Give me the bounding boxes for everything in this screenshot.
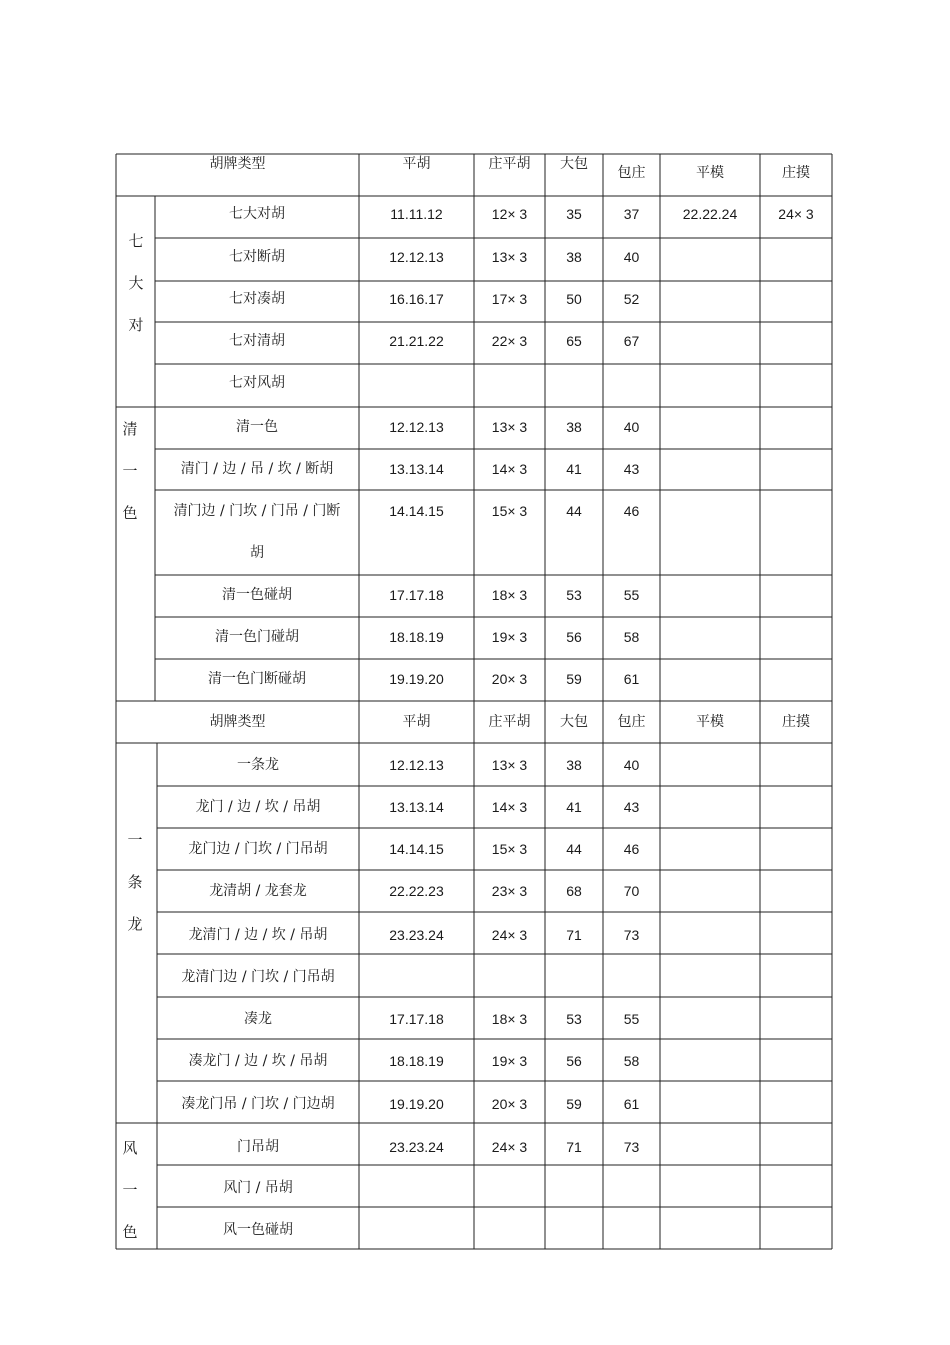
hu-type-name: 龙门 / 边 / 坎 / 吊胡	[195, 799, 321, 815]
cell-dabao: 56	[566, 629, 582, 645]
cell-pingmo: 22.22.24	[682, 206, 738, 222]
group-char: 龙	[127, 915, 143, 933]
cell-baozhuang: 37	[623, 206, 640, 222]
cell-pinghu: 12.12.13	[389, 249, 444, 265]
cell-zhuangpinghu: 13× 3	[491, 249, 528, 265]
cell-zhuangpinghu: 22× 3	[491, 333, 528, 349]
cell-pinghu: 12.12.13	[389, 757, 444, 773]
cell-pinghu: 18.18.19	[389, 1053, 444, 1069]
cell-baozhuang: 70	[623, 883, 640, 899]
hu-type-name: 凑龙门 / 边 / 坎 / 吊胡	[188, 1053, 328, 1069]
cell-pinghu: 13.13.14	[389, 461, 444, 477]
cell-dabao: 59	[566, 671, 582, 687]
hu-type-name: 门吊胡	[237, 1139, 279, 1155]
cell-pinghu: 12.12.13	[389, 419, 444, 435]
hu-type-name: 清门 / 边 / 吊 / 坎 / 断胡	[180, 461, 334, 477]
group-char: 条	[127, 873, 143, 891]
cell-dabao: 68	[566, 883, 582, 899]
cell-pinghu: 17.17.18	[389, 587, 444, 603]
cell-baozhuang: 52	[623, 291, 640, 307]
group-char: 一	[127, 831, 143, 849]
hu-type-name: 龙门边 / 门坎 / 门吊胡	[188, 841, 328, 857]
cell-dabao: 53	[566, 1011, 582, 1027]
hu-type-name: 七对断胡	[229, 249, 285, 265]
cell-baozhuang: 55	[623, 587, 640, 603]
header-dabao: 大包	[560, 156, 588, 172]
cell-baozhuang: 61	[623, 671, 640, 687]
cell-zhuangpinghu: 24× 3	[491, 1139, 528, 1155]
hu-type-name: 七对清胡	[229, 333, 285, 349]
cell-baozhuang: 58	[623, 629, 640, 645]
cell-pinghu: 11.11.12	[390, 206, 443, 222]
hu-type-name: 龙清胡 / 龙套龙	[209, 883, 307, 899]
header-zhuangpinghu: 庄平胡	[488, 714, 531, 730]
header-zhuangmo: 庄摸	[782, 165, 810, 181]
cell-zhuangpinghu: 18× 3	[491, 1011, 528, 1027]
group-char: 一	[122, 1181, 138, 1199]
hu-type-name: 七大对胡	[229, 206, 285, 222]
cell-baozhuang: 46	[623, 503, 640, 519]
header-zhuangpinghu: 庄平胡	[488, 156, 531, 172]
hu-type-name: 风一色碰胡	[223, 1222, 293, 1238]
cell-zhuangpinghu: 18× 3	[491, 587, 528, 603]
group-char: 风	[122, 1139, 138, 1157]
cell-dabao: 71	[566, 1139, 582, 1155]
header-pingmo: 平模	[696, 714, 724, 730]
cell-pinghu: 18.18.19	[389, 629, 444, 645]
hu-type-name: 凑龙门吊 / 门坎 / 门边胡	[181, 1096, 335, 1112]
cell-dabao: 65	[566, 333, 582, 349]
cell-dabao: 50	[566, 291, 582, 307]
header-pinghu: 平胡	[402, 714, 431, 730]
cell-pinghu: 14.14.15	[389, 841, 444, 857]
group-char: 色	[122, 504, 138, 522]
header-pinghu: 平胡	[402, 156, 431, 172]
cell-baozhuang: 43	[623, 799, 640, 815]
cell-zhuangpinghu: 20× 3	[491, 671, 528, 687]
cell-zhuangmo: 24× 3	[778, 206, 814, 222]
hu-type-name: 风门 / 吊胡	[223, 1180, 293, 1196]
hu-type-name: 龙清门 / 边 / 坎 / 吊胡	[188, 927, 328, 943]
cell-zhuangpinghu: 14× 3	[491, 461, 528, 477]
group-char: 一	[122, 462, 138, 480]
header-dabao: 大包	[560, 714, 588, 730]
cell-baozhuang: 43	[623, 461, 640, 477]
hu-type-name: 清一色碰胡	[222, 587, 292, 603]
hu-type-name: 七对凑胡	[229, 291, 285, 307]
group-char: 对	[128, 316, 144, 334]
cell-pinghu: 13.13.14	[389, 799, 444, 815]
header-baozhuang: 包庄	[617, 714, 646, 730]
header-zhuangmo: 庄摸	[782, 714, 810, 730]
cell-pinghu: 19.19.20	[389, 1096, 444, 1112]
hu-type-name: 清一色	[236, 419, 278, 435]
cell-zhuangpinghu: 14× 3	[491, 799, 528, 815]
cell-dabao: 35	[566, 206, 582, 222]
header-type: 胡牌类型	[209, 714, 266, 730]
cell-baozhuang: 46	[623, 841, 640, 857]
cell-pinghu: 21.21.22	[389, 333, 444, 349]
cell-pinghu: 19.19.20	[389, 671, 444, 687]
cell-zhuangpinghu: 13× 3	[491, 419, 528, 435]
cell-pinghu: 14.14.15	[389, 503, 444, 519]
hu-type-name-continued: 胡	[250, 545, 264, 561]
hu-type-name: 凑龙	[244, 1011, 272, 1027]
cell-pinghu: 17.17.18	[389, 1011, 444, 1027]
hu-type-name: 一条龙	[237, 757, 279, 773]
cell-dabao: 71	[566, 927, 582, 943]
hu-type-name: 清一色门碰胡	[215, 629, 299, 645]
cell-zhuangpinghu: 15× 3	[491, 841, 528, 857]
cell-dabao: 44	[566, 841, 582, 857]
cell-dabao: 41	[566, 799, 582, 815]
cell-pinghu: 23.23.24	[389, 927, 444, 943]
cell-dabao: 53	[566, 587, 582, 603]
cell-zhuangpinghu: 12× 3	[491, 206, 528, 222]
cell-dabao: 38	[566, 757, 582, 773]
group-char: 色	[122, 1223, 138, 1241]
group-char: 七	[128, 232, 144, 250]
cell-baozhuang: 61	[623, 1096, 640, 1112]
cell-zhuangpinghu: 17× 3	[491, 291, 528, 307]
cell-baozhuang: 55	[623, 1011, 640, 1027]
cell-dabao: 38	[566, 419, 582, 435]
cell-zhuangpinghu: 19× 3	[491, 629, 528, 645]
group-char: 清	[122, 420, 138, 438]
header-type: 胡牌类型	[209, 156, 266, 172]
cell-baozhuang: 40	[623, 757, 640, 773]
hu-type-name: 清门边 / 门坎 / 门吊 / 门断	[173, 503, 341, 519]
cell-baozhuang: 58	[623, 1053, 640, 1069]
cell-baozhuang: 40	[623, 419, 640, 435]
cell-pinghu: 23.23.24	[389, 1139, 444, 1155]
cell-baozhuang: 40	[623, 249, 640, 265]
cell-pinghu: 22.22.23	[389, 883, 444, 899]
header-pingmo: 平模	[696, 165, 724, 181]
cell-baozhuang: 73	[623, 1139, 640, 1155]
cell-dabao: 38	[566, 249, 582, 265]
cell-zhuangpinghu: 19× 3	[491, 1053, 528, 1069]
hu-type-name: 七对风胡	[229, 375, 285, 391]
cell-zhuangpinghu: 13× 3	[491, 757, 528, 773]
cell-zhuangpinghu: 15× 3	[491, 503, 528, 519]
cell-zhuangpinghu: 24× 3	[491, 927, 528, 943]
cell-pinghu: 16.16.17	[389, 291, 444, 307]
header-baozhuang: 包庄	[617, 165, 646, 181]
cell-dabao: 56	[566, 1053, 582, 1069]
cell-baozhuang: 67	[623, 333, 640, 349]
cell-dabao: 44	[566, 503, 582, 519]
cell-zhuangpinghu: 23× 3	[491, 883, 528, 899]
group-char: 大	[128, 274, 144, 292]
hu-type-name: 龙清门边 / 门坎 / 门吊胡	[181, 969, 335, 985]
hu-type-name: 清一色门断碰胡	[208, 671, 306, 687]
cell-zhuangpinghu: 20× 3	[491, 1096, 528, 1112]
cell-dabao: 41	[566, 461, 582, 477]
cell-dabao: 59	[566, 1096, 582, 1112]
cell-baozhuang: 73	[623, 927, 640, 943]
